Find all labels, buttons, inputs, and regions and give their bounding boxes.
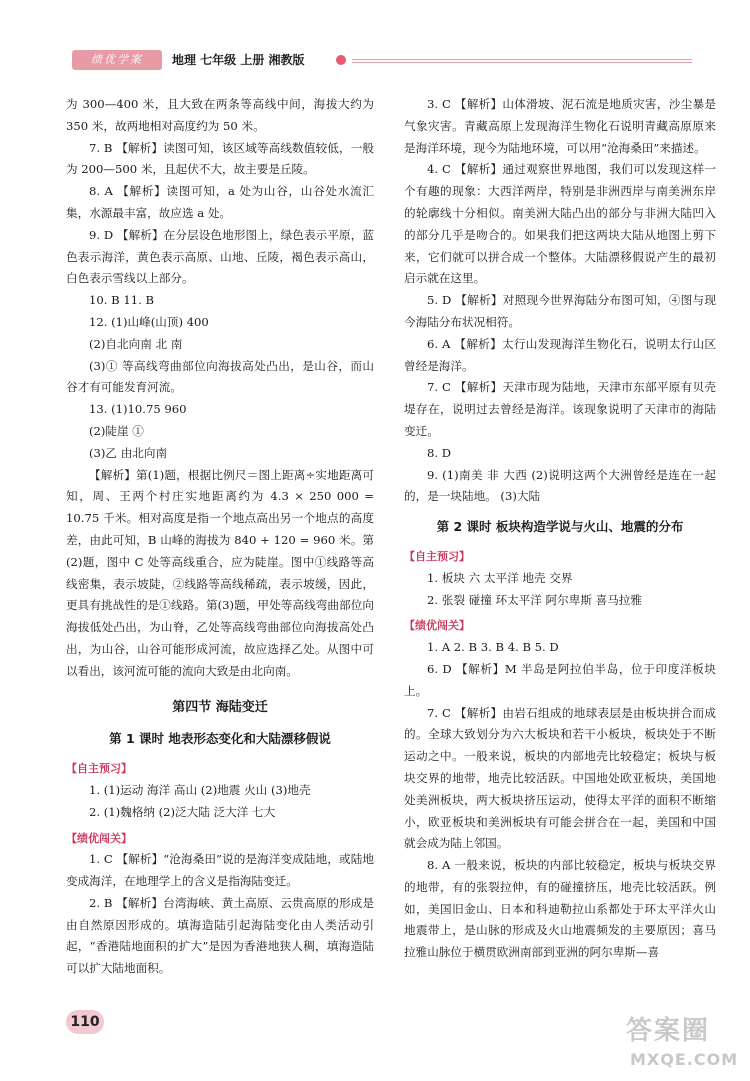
answer-paragraph: 8. A 一般来说，板块的内部比较稳定，板块与板块交界的地带，有的张裂拉伸，有的碰撞挤压，地壳比较活跃。例如，美国旧金山、日本和科迪勒拉山系都处于环太平洋火山地震带上，是山脉的形成及火山地震频发的主要原因；喜马拉雅山脉位于横贯欧洲南部到亚洲的阿尔卑斯—喜 bbox=[404, 858, 716, 960]
answer-paragraph: 1. A 2. B 3. B 4. B 5. D bbox=[427, 640, 559, 655]
page-number: 110 bbox=[66, 1010, 104, 1034]
answer-paragraph: 9. D 【解析】在分层设色地形图上，绿色表示平原，蓝色表示海洋，黄色表示高原、山地、丘陵，褐色表示高山，白色表示雪线以上部分。 bbox=[66, 227, 374, 286]
answer-paragraph: 12. (1)山峰(山顶) 400 bbox=[89, 314, 209, 329]
answer-paragraph: 4. C 【解析】通过观察世界地图，我们可以发现这样一个有趣的现象：大西洋两岸，特别是非洲西岸与南美洲东岸的轮廓线十分相似。南美洲大陆凸出的部分与非洲大陆凹入的部分几乎是吻合的。如果我们把这两块大陆从地图上剪下来，它们就可以拼合成一个整体。大陆漂移假说产生的最初启示就在这里。 bbox=[404, 162, 716, 286]
answer-paragraph: 8. A 【解析】读图可知，a 处为山谷，山谷处水流汇集，水源最丰富，故应选 a 处。 bbox=[66, 184, 374, 220]
answer-paragraph: 13. (1)10.75 960 bbox=[89, 402, 187, 417]
answer-paragraph: 7. C 【解析】天津市现为陆地，天津市东部平原有贝壳堤存在，说明过去曾经是海洋。该现象说明了天津市的海陆变迁。 bbox=[404, 380, 716, 438]
answer-paragraph: (2)自北向南 北 南 bbox=[89, 336, 183, 351]
tag-challenge: 【绩优闯关】 bbox=[66, 831, 132, 845]
watermark-url: MXQE.COM bbox=[630, 1050, 739, 1069]
answer-paragraph: 9. (1)南美 非 大西 (2)说明这两个大洲曾经是连在一起的，是一块陆地。 (3)大陆 bbox=[404, 467, 716, 504]
lesson-title: 第 2 课时 板块构造学说与火山、地震的分布 bbox=[436, 519, 684, 535]
answer-paragraph: 1. (1)运动 海洋 高山 (2)地震 火山 (3)地壳 bbox=[89, 782, 311, 797]
answer-paragraph: 3. C 【解析】山体滑坡、泥石流是地质灾害，沙尘暴是气象灾害。青藏高原上发现海洋生物化石说明青藏高原原来是海洋环境，现今为陆地环境，可以用“沧海桑田”来描述。 bbox=[404, 97, 716, 155]
watermark-text: 答案圈 bbox=[626, 1016, 711, 1046]
answer-paragraph: 6. D 【解析】M 半岛是阿拉伯半岛，位于印度洋板块上。 bbox=[404, 661, 716, 698]
answer-paragraph: 7. C 【解析】由岩石组成的地球表层是由板块拼合而成的。全球大致划分为六大板块和若干小板块，板块处于不断运动之中。一般来说，板块的内部地壳比较稳定；板块与板块交界的地带，地壳比较活跃。中国地处欧亚板块，美国地处美洲板块，两大板块挤压运动，使得太平洋的面积不断缩小，欧亚板块和美洲板块有可能会拼合在一起，美国和中国就会成为陆上邻国。 bbox=[404, 705, 716, 851]
watermark bbox=[620, 1010, 740, 1070]
answer-paragraph: 10. B 11. B bbox=[89, 293, 154, 308]
answer-paragraph: 2. B 【解析】台湾海峡、黄土高原、云贵高原的形成是由自然原因形成的。填海造陆引起海陆变化由人类活动引起，“香港陆地面积的扩大”是因为香港地狭人稠，填海造陆可以扩大陆地面积。 bbox=[66, 895, 374, 976]
answer-paragraph: 【解析】第(1)题，根据比例尺＝图上距离÷实地距离可知，周、王两个村庄实地距离约为 4.3 × 250 000 = 10.75 千米。相对高度是指一个地点高出另一个地点的高度差，由此可知，B 山峰的海拔为 840 + 120 = 960 米。第(2)题，图中 C 处等高线重合，应为陡崖。图中①线路等高线密集，表示坡陡，②线路等高线稀疏，表示坡缓，因此，更具有挑战性的是①线路。第(3)题，甲处等高线弯曲部位向海拔低处凸出，为山脊，乙处等高线弯曲部位向海拔高处凸出，为山谷，山谷可能形成河流，故应选择乙处。从图中可以看出，该河流可能的流向大致是由北向南。 bbox=[66, 467, 374, 678]
answer-paragraph: 8. D bbox=[427, 445, 452, 460]
series-logo: 绩优学案 bbox=[72, 50, 162, 70]
answer-paragraph: 2. (1)魏格纳 (2)泛大陆 泛大洋 七大 bbox=[89, 804, 276, 819]
answer-paragraph: 1. 板块 六 太平洋 地壳 交界 bbox=[427, 570, 573, 585]
right-column bbox=[404, 94, 716, 964]
left-column bbox=[66, 94, 374, 980]
answer-paragraph: 7. B 【解析】读图可知，该区域等高线数值较低，一般为 200—500 米，且起伏不大，故主要是丘陵。 bbox=[66, 140, 374, 177]
answer-paragraph: (3)乙 由北向南 bbox=[89, 445, 168, 460]
tag-preview: 【自主预习】 bbox=[66, 762, 132, 776]
header-rule bbox=[352, 59, 692, 60]
answer-paragraph: (2)陡崖 ① bbox=[89, 423, 144, 438]
answer-paragraph: 1. C 【解析】“沧海桑田”说的是海洋变成陆地，或陆地变成海洋，在地理学上的含义是指海陆变迁。 bbox=[66, 852, 374, 889]
header-dot-icon bbox=[336, 55, 346, 65]
tag-challenge: 【绩优闯关】 bbox=[404, 619, 470, 633]
answer-paragraph: (3)① 等高线弯曲部位向海拔高处凸出，是山谷，而山谷才有可能发育河流。 bbox=[66, 358, 374, 395]
answer-paragraph: 为 300—400 米，且大致在两条等高线中间，海拔大约为 350 米，故两地相对高度约为 50 米。 bbox=[66, 97, 374, 133]
page-header bbox=[72, 50, 692, 72]
tag-preview: 【自主预习】 bbox=[404, 549, 470, 563]
answer-paragraph: 2. 张裂 碰撞 环太平洋 阿尔卑斯 喜马拉雅 bbox=[427, 592, 642, 607]
header-rule bbox=[352, 62, 692, 63]
answer-paragraph: 6. A 【解析】太行山发现海洋生物化石，说明太行山区曾经是海洋。 bbox=[404, 336, 716, 373]
book-title: 地理 七年级 上册 湘教版 bbox=[172, 53, 305, 67]
lesson-title: 第 1 课时 地表形态变化和大陆漂移假说 bbox=[109, 731, 331, 747]
answer-paragraph: 5. D 【解析】对照现今世界海陆分布图可知，④图与现今海陆分布状况相符。 bbox=[404, 293, 716, 329]
section-title: 第四节 海陆变迁 bbox=[172, 699, 268, 715]
